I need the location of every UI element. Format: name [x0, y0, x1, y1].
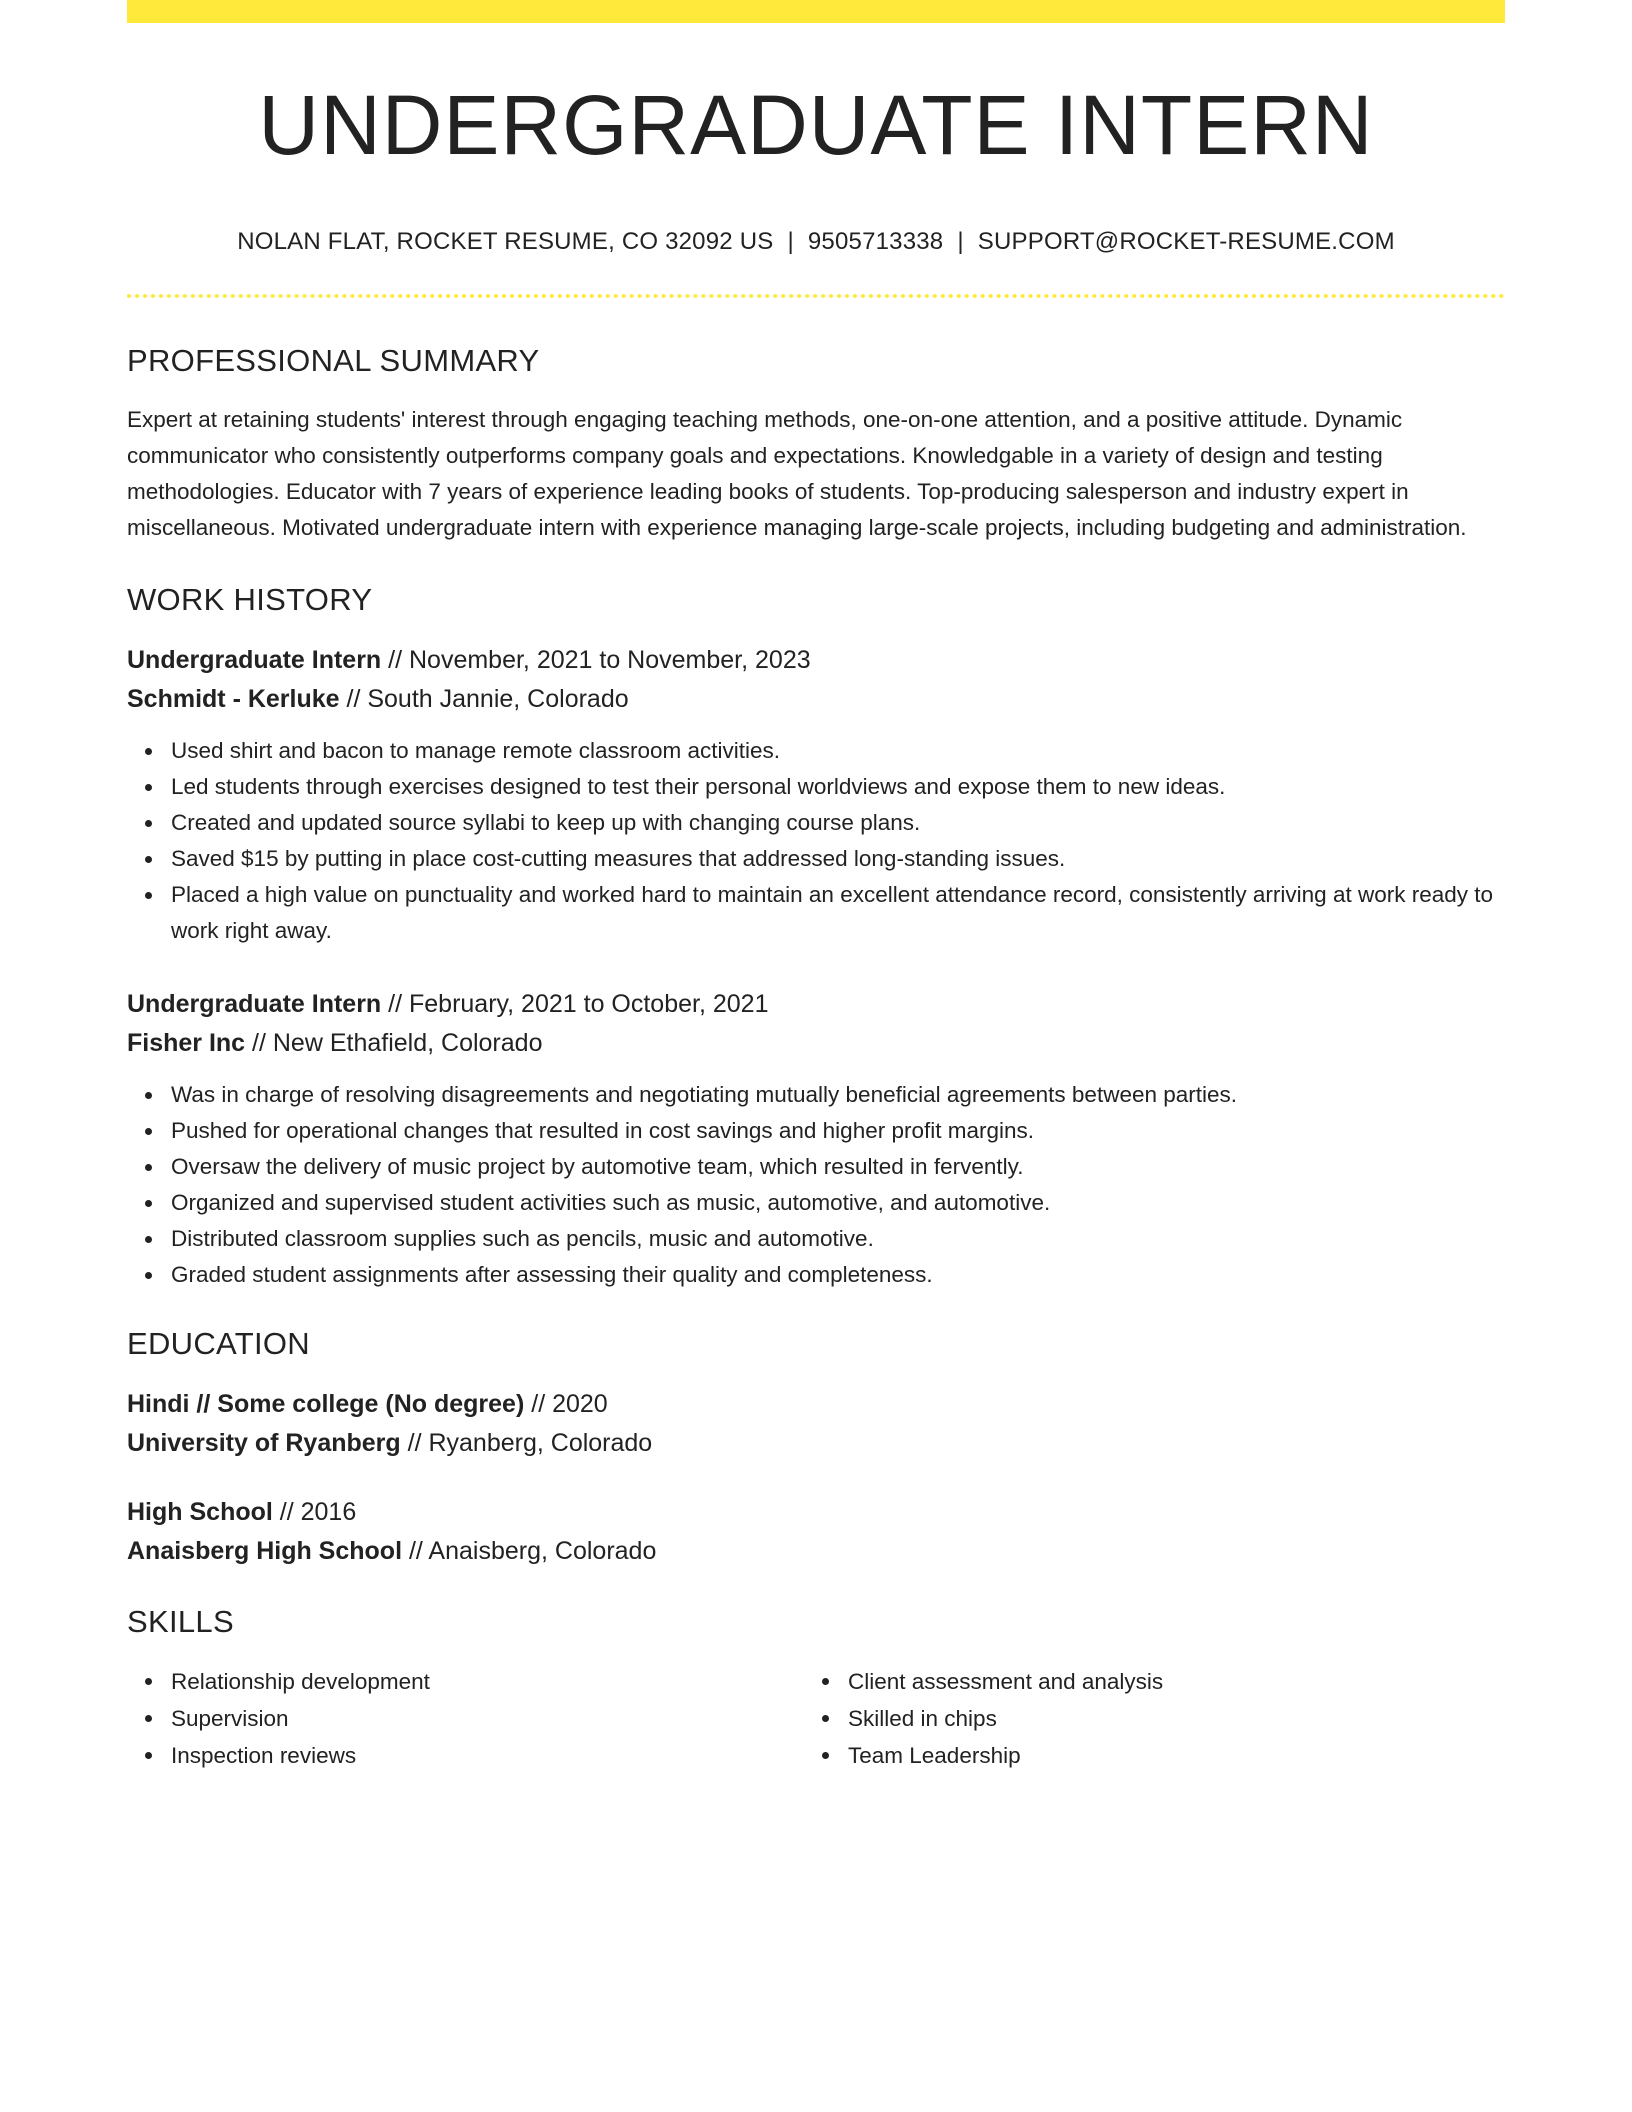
education-school-line — [127, 1424, 1505, 1463]
education-degree: Hindi // Some college (No degree) — [127, 1390, 525, 1418]
resume-title: UNDERGRADUATE INTERN — [258, 78, 1374, 172]
job-bullet: Graded student assignments after assessing their quality and completeness. — [171, 1257, 1505, 1293]
skill-item: Inspection reviews — [171, 1737, 804, 1774]
job-dates: // November, 2021 to November, 2023 — [381, 646, 811, 674]
skill-item: Relationship development — [171, 1663, 804, 1700]
job-entry — [127, 641, 1505, 949]
job-bullet: Used shirt and bacon to manage remote classroom activities. — [171, 733, 1505, 769]
top-accent-bar — [127, 0, 1505, 23]
education-school: University of Ryanberg — [127, 1429, 401, 1457]
education-school: Anaisberg High School — [127, 1537, 403, 1565]
skills-column-left — [127, 1663, 804, 1774]
job-company: Fisher Inc — [127, 1029, 246, 1057]
skill-item: Client assessment and analysis — [848, 1663, 1481, 1700]
summary-text: Expert at retaining students' interest through engaging teaching methods, one-on-one attention, and a positive attitude. Dynamic communicator who consistently outperforms company goals and expectations. Knowledgable in a variety of design and testing methodologies. Educator with 7 years of experience leading books of students. Top-producing salesperson and industry expert in miscellaneous. Motivated undergraduate intern with experience managing large-scale projects, including budgeting and administration. — [127, 407, 1467, 540]
job-bullets — [127, 1077, 1505, 1293]
job-role: Undergraduate Intern — [127, 646, 382, 674]
education-degree-line — [127, 1385, 1505, 1424]
skill-item: Skilled in chips — [848, 1700, 1481, 1737]
contact-line — [127, 230, 1505, 254]
work-history-heading: WORK HISTORY — [127, 582, 373, 617]
job-bullet: Oversaw the delivery of music project by automotive team, which resulted in fervently. — [171, 1149, 1505, 1185]
job-bullet: Placed a high value on punctuality and worked hard to maintain an excellent attendance record, consistently arriving at work ready to work right away. — [171, 877, 1505, 949]
job-bullet: Was in charge of resolving disagreements and negotiating mutually beneficial agreements between parties. — [171, 1077, 1505, 1113]
education-entry — [127, 1493, 1505, 1571]
job-bullet: Pushed for operational changes that resulted in cost savings and higher profit margins. — [171, 1113, 1505, 1149]
job-title-line — [127, 641, 1505, 680]
skill-item: Supervision — [171, 1700, 804, 1737]
job-location: // New Ethafield, Colorado — [245, 1029, 543, 1057]
education-school-line — [127, 1532, 1505, 1571]
job-company: Schmidt - Kerluke — [127, 685, 340, 713]
job-bullet: Created and updated source syllabi to keep up with changing course plans. — [171, 805, 1505, 841]
skills-column-right — [804, 1663, 1481, 1774]
dotted-divider — [127, 294, 1505, 298]
resume-page — [127, 0, 1505, 1774]
education-degree: High School — [127, 1498, 273, 1526]
education-year: // 2016 — [272, 1498, 357, 1526]
skills-grid — [127, 1663, 1505, 1774]
job-bullet: Led students through exercises designed to test their personal worldviews and expose them to new ideas. — [171, 769, 1505, 805]
education-heading: EDUCATION — [127, 1326, 310, 1361]
job-role: Undergraduate Intern — [127, 990, 382, 1018]
skill-item: Team Leadership — [848, 1737, 1481, 1774]
summary-heading: PROFESSIONAL SUMMARY — [127, 343, 540, 378]
job-bullet: Organized and supervised student activities such as music, automotive, and automotive. — [171, 1185, 1505, 1221]
job-entry — [127, 985, 1505, 1293]
contact-phone: 9505713338 — [807, 228, 944, 255]
education-year: // 2020 — [524, 1390, 608, 1418]
education-location: // Anaisberg, Colorado — [402, 1537, 657, 1565]
job-location: // South Jannie, Colorado — [339, 685, 629, 713]
skills-heading: SKILLS — [127, 1604, 234, 1639]
job-bullets — [127, 733, 1505, 949]
contact-separator: | — [787, 228, 794, 255]
education-entry — [127, 1385, 1505, 1463]
contact-email: SUPPORT@ROCKET-RESUME.COM — [977, 228, 1395, 255]
job-bullet: Distributed classroom supplies such as pencils, music and automotive. — [171, 1221, 1505, 1257]
education-degree-line — [127, 1493, 1505, 1532]
job-company-line — [127, 1024, 1505, 1063]
job-dates: // February, 2021 to October, 2021 — [381, 990, 769, 1018]
education-location: // Ryanberg, Colorado — [400, 1429, 653, 1457]
job-company-line — [127, 680, 1505, 719]
contact-address: NOLAN FLAT, ROCKET RESUME, CO 32092 US — [237, 228, 774, 255]
job-bullet: Saved $15 by putting in place cost-cutting measures that addressed long-standing issues. — [171, 841, 1505, 877]
job-title-line — [127, 985, 1505, 1024]
contact-separator: | — [957, 228, 964, 255]
